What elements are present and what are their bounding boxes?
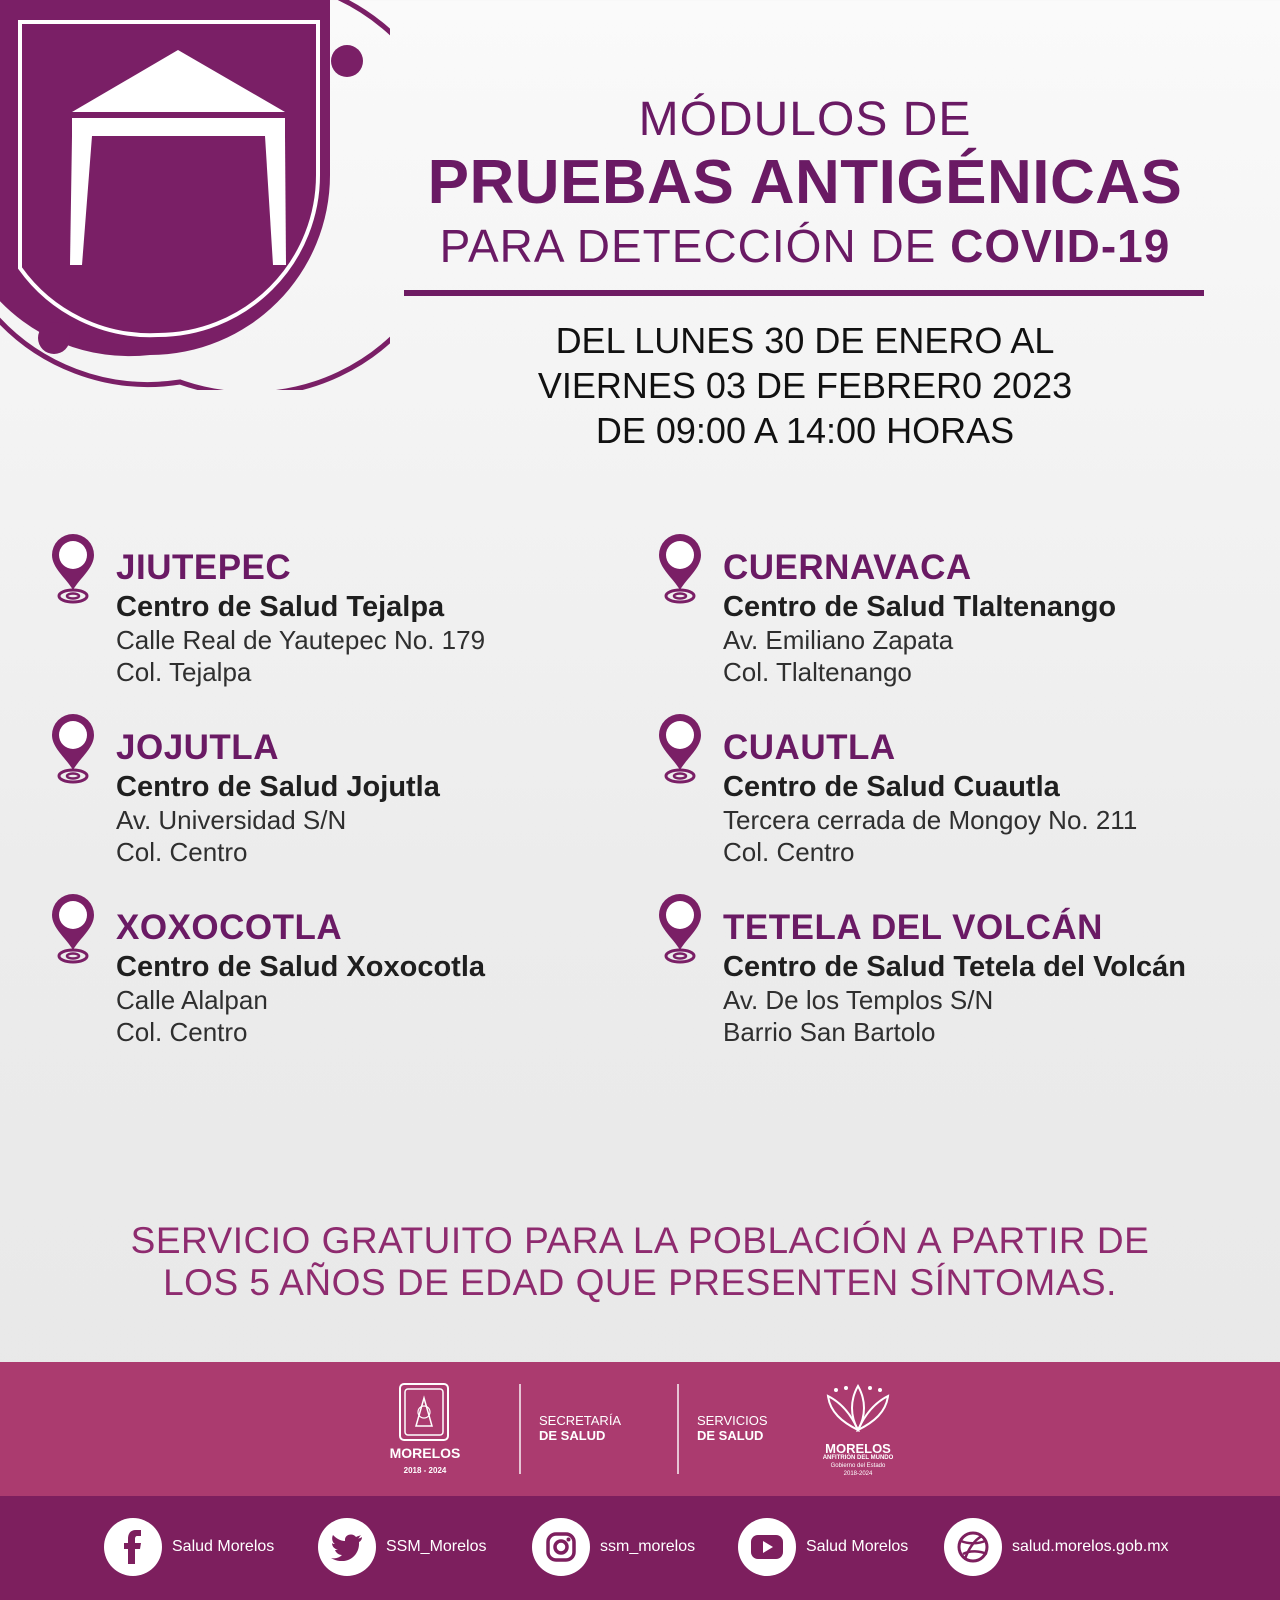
location-city: XOXOCOTLA xyxy=(116,908,343,947)
instagram-icon xyxy=(532,1518,590,1576)
location-address: Av. De los Templos S/N xyxy=(723,985,994,1015)
title-block xyxy=(400,92,1210,274)
location-colony: Col. Centro xyxy=(116,837,248,867)
location-center: Centro de Salud Tlaltenango xyxy=(723,591,1117,623)
title-divider xyxy=(404,290,1204,296)
social-facebook[interactable] xyxy=(104,1518,274,1576)
morelos-logo-years: 2018 - 2024 xyxy=(403,1466,447,1475)
location-address: Calle Alalpan xyxy=(116,985,268,1015)
location-city: JOJUTLA xyxy=(116,728,279,767)
location-colony: Col. Centro xyxy=(723,837,855,867)
morelos-logo-name: MORELOS xyxy=(389,1445,461,1461)
social-label: Salud Morelos xyxy=(806,1538,909,1555)
anfitrion-logo-tagline: ANFITRIÓN DEL MUNDO xyxy=(822,1455,894,1461)
lotus-flower-icon xyxy=(822,1382,894,1432)
location-pin-icon xyxy=(48,892,98,964)
servicios-line2: DE SALUD xyxy=(697,1428,764,1443)
anfitrion-logo-gov: Gobierno del Estado xyxy=(830,1463,886,1469)
logos-band xyxy=(0,1362,1280,1496)
title-line3 xyxy=(400,218,1210,274)
schedule xyxy=(400,318,1210,453)
location-address: Av. Emiliano Zapata xyxy=(723,625,954,655)
location-pin-icon xyxy=(655,532,705,604)
servicios-salud-logo xyxy=(697,1413,768,1443)
location-address: Calle Real de Yautepec No. 179 xyxy=(116,625,486,655)
location-city: JIUTEPEC xyxy=(116,548,292,587)
secretaria-line1: SECRETARÍA xyxy=(539,1413,622,1428)
title-line3-bold: COVID-19 xyxy=(950,220,1171,272)
location-center: Centro de Salud Tejalpa xyxy=(116,591,445,623)
location-address: Tercera cerrada de Mongoy No. 211 xyxy=(723,805,1138,835)
secretaria-salud-logo xyxy=(539,1413,621,1443)
youtube-icon xyxy=(738,1518,796,1576)
location-address: Av. Universidad S/N xyxy=(116,805,347,835)
logo-separator xyxy=(519,1384,521,1474)
tent-module-logo xyxy=(0,0,390,390)
title-line3-prefix: PARA DETECCIÓN DE xyxy=(439,220,951,272)
schedule-line2: VIERNES 03 DE FEBRER0 2023 xyxy=(537,365,1073,406)
schedule-line1: DEL LUNES 30 DE ENERO AL xyxy=(555,320,1055,361)
notice-line2: LOS 5 AÑOS DE EDAD QUE PRESENTEN SÍNTOMAS. xyxy=(163,1262,1117,1303)
logo-separator xyxy=(677,1384,679,1474)
social-youtube[interactable] xyxy=(738,1518,908,1576)
social-instagram[interactable] xyxy=(532,1518,695,1576)
location-pin-icon xyxy=(48,712,98,784)
location-city: CUERNAVACA xyxy=(723,548,972,587)
service-notice xyxy=(60,1220,1220,1304)
title-line2: PRUEBAS ANTIGÉNICAS xyxy=(427,148,1183,217)
location-pin-icon xyxy=(655,712,705,784)
facebook-icon xyxy=(104,1518,162,1576)
location-pin-icon xyxy=(48,532,98,604)
social-label: ssm_morelos xyxy=(600,1538,696,1555)
notice-line1: SERVICIO GRATUITO PARA LA POBLACIÓN A PARTIR DE xyxy=(130,1220,1150,1261)
social-label: salud.morelos.gob.mx xyxy=(1012,1538,1169,1555)
anfitrion-logo-years: 2018-2024 xyxy=(843,1471,873,1477)
servicios-line1: SERVICIOS xyxy=(697,1413,768,1428)
location-colony: Barrio San Bartolo xyxy=(723,1017,936,1047)
morelos-shield-icon xyxy=(398,1382,450,1442)
twitter-icon xyxy=(318,1518,376,1576)
secretaria-line2: DE SALUD xyxy=(539,1428,606,1443)
schedule-line3: DE 09:00 A 14:00 HORAS xyxy=(595,410,1015,451)
location-colony: Col. Tlaltenango xyxy=(723,657,912,687)
location-center: Centro de Salud Jojutla xyxy=(116,771,440,803)
location-city: CUAUTLA xyxy=(723,728,896,767)
location-pin-icon xyxy=(655,892,705,964)
location-center: Centro de Salud Cuautla xyxy=(723,771,1060,803)
location-center: Centro de Salud Xoxocotla xyxy=(116,951,485,983)
location-colony: Col. Tejalpa xyxy=(116,657,252,687)
location-center: Centro de Salud Tetela del Volcán xyxy=(723,951,1187,983)
social-website[interactable] xyxy=(944,1518,1169,1576)
social-twitter[interactable] xyxy=(318,1518,486,1576)
social-label: Salud Morelos xyxy=(172,1538,275,1555)
title-line1: MÓDULOS DE xyxy=(638,93,972,146)
anfitrion-logo-name: MORELOS xyxy=(825,1441,891,1456)
location-colony: Col. Centro xyxy=(116,1017,248,1047)
location-city: TETELA DEL VOLCÁN xyxy=(723,908,1103,947)
web-icon xyxy=(944,1518,1002,1576)
social-label: SSM_Morelos xyxy=(386,1538,487,1555)
